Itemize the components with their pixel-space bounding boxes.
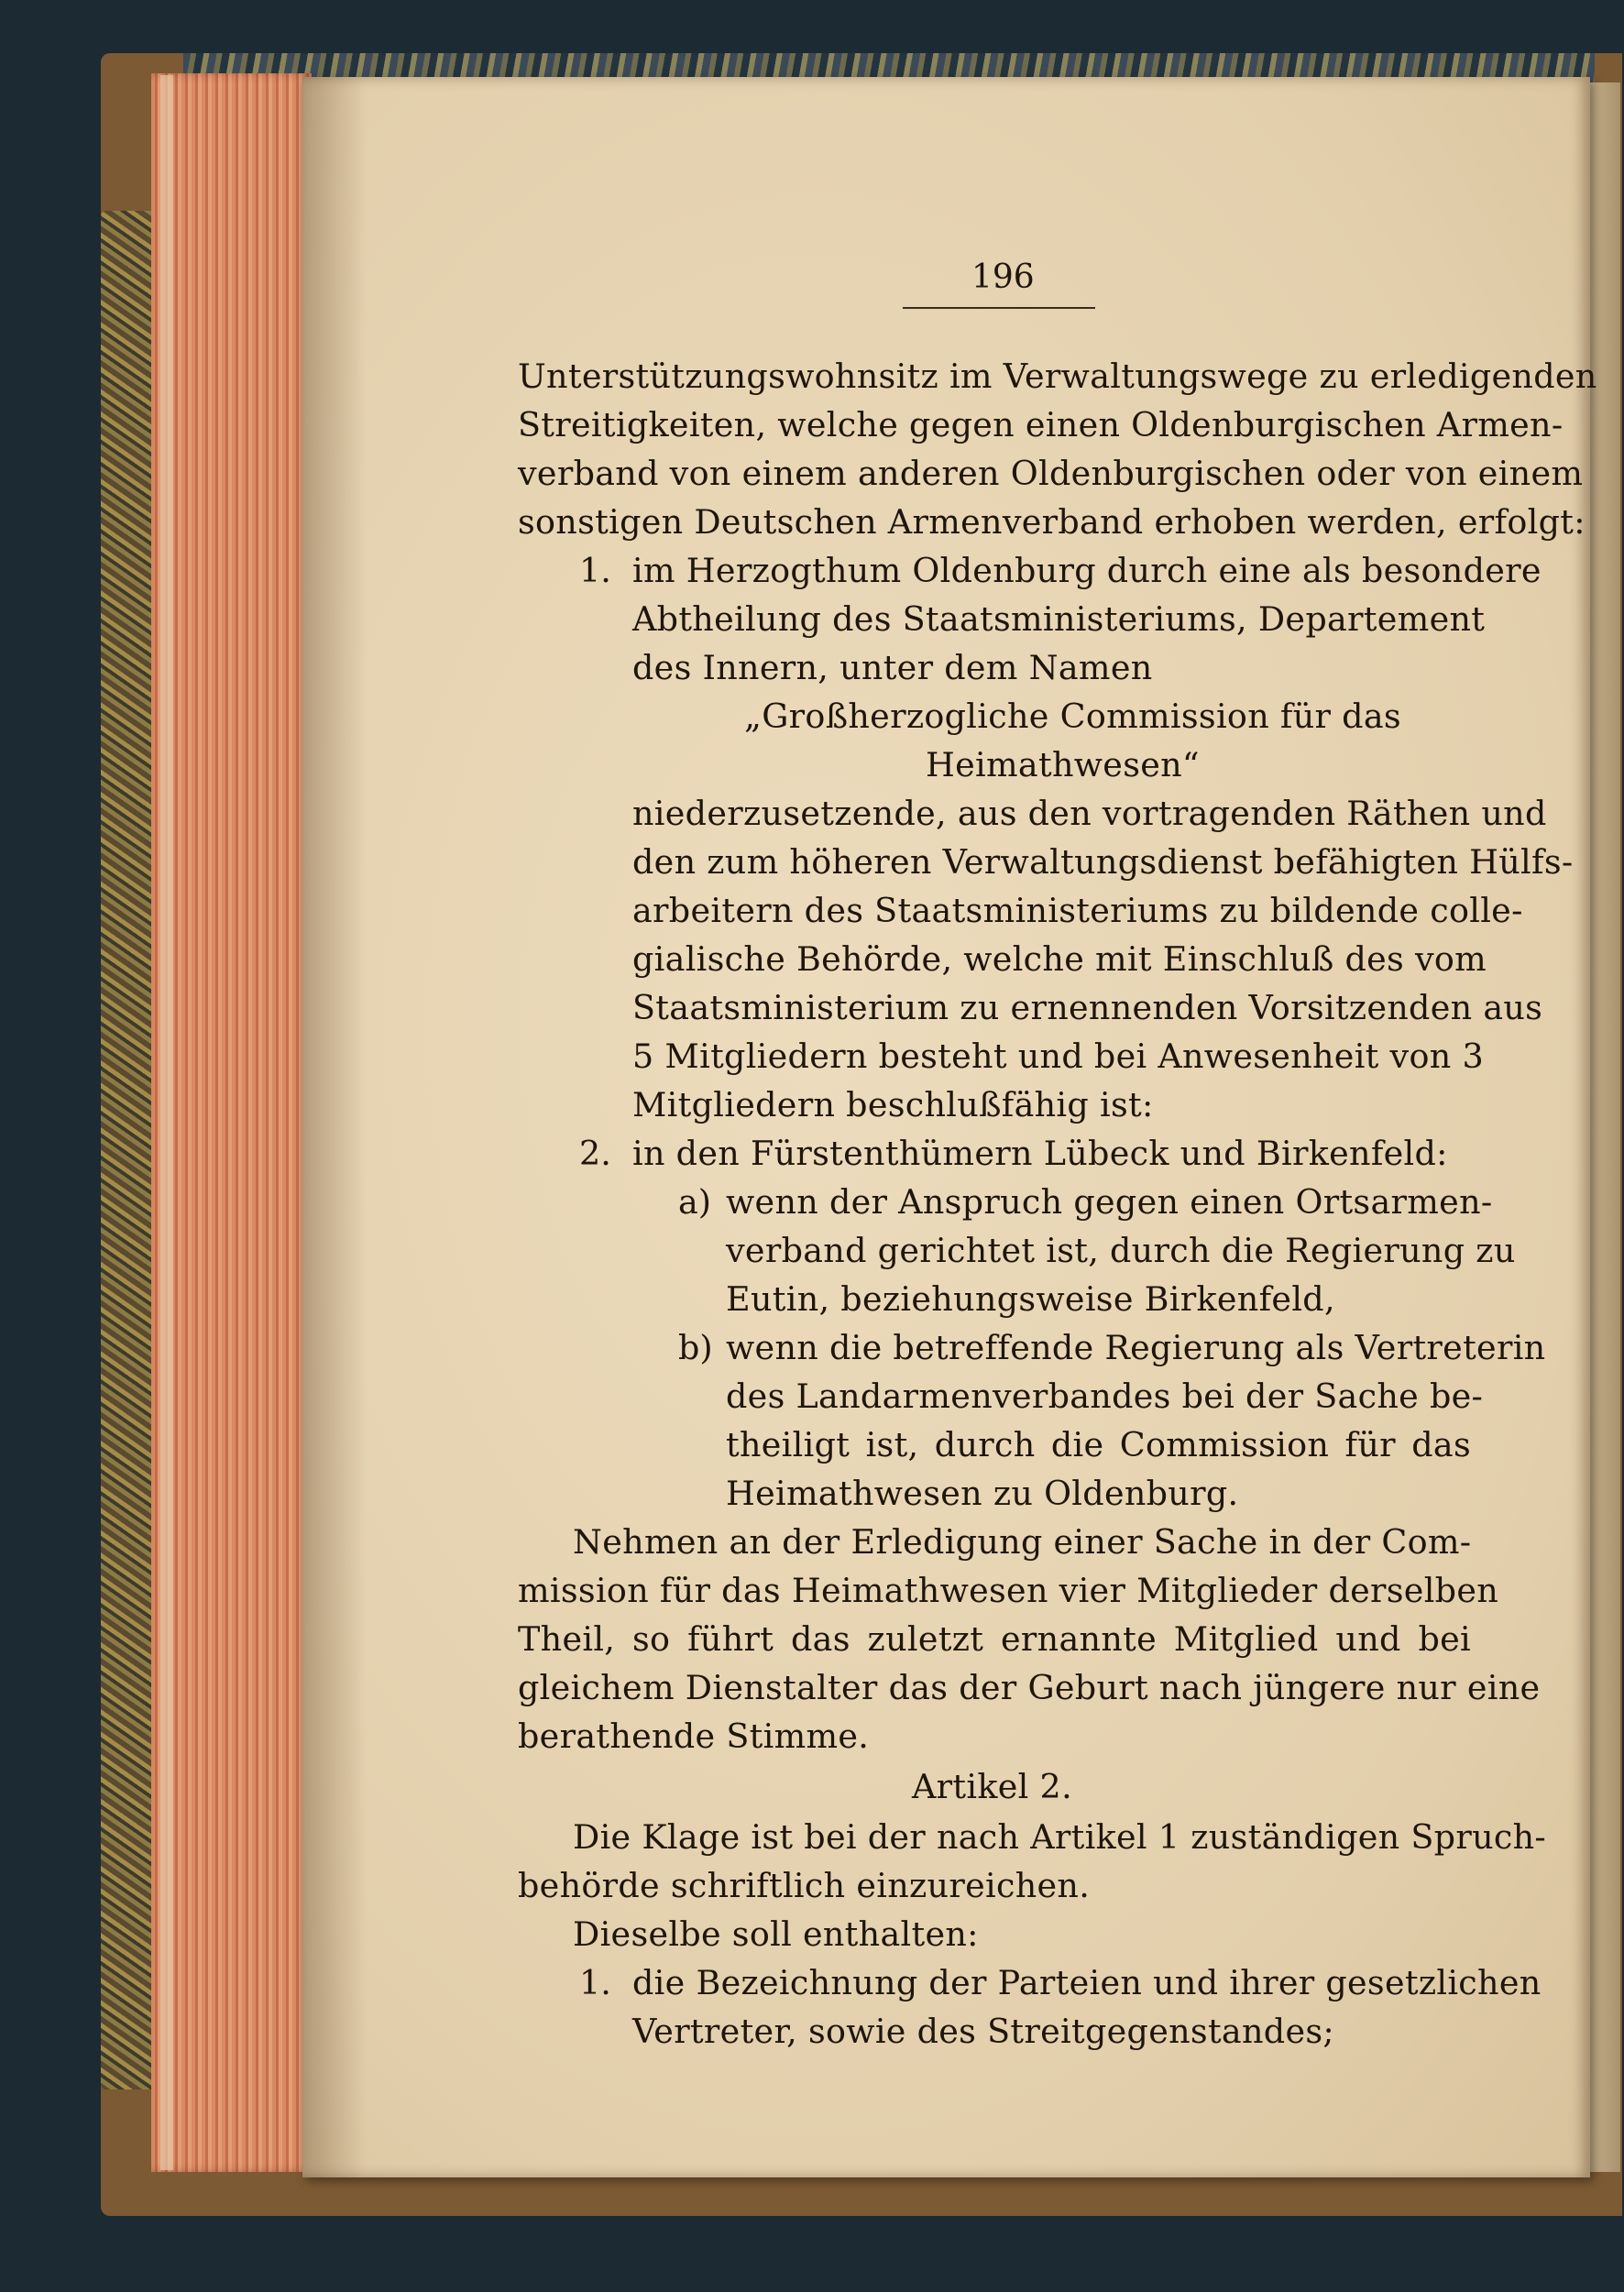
section-heading: Artikel 2. xyxy=(912,1767,1072,1806)
text-line: 5 Mitgliedern besteht und bei Anwesenheit von 3 xyxy=(632,1036,1484,1076)
text-line: Eutin, beziehungsweise Birkenfeld, xyxy=(726,1279,1335,1319)
text-line: arbeitern des Staatsministeriums zu bildende colle- xyxy=(632,891,1523,930)
text-line: wenn die betreffende Regierung als Vertreterin xyxy=(726,1328,1546,1367)
list-number: 1. xyxy=(579,551,611,590)
text-line: Staatsministerium zu ernennenden Vorsitzenden aus xyxy=(632,988,1543,1027)
text-line: Nehmen an der Erledigung einer Sache in der Com- xyxy=(573,1522,1472,1562)
sub-item-marker: a) xyxy=(678,1182,712,1222)
text-line: des Landarmenverbandes bei der Sache be- xyxy=(726,1376,1484,1416)
text-line: in den Fürstenthümern Lübeck und Birkenfeld: xyxy=(632,1134,1448,1173)
page-number: 196 xyxy=(971,258,1035,296)
text-line: die Bezeichnung der Parteien und ihrer gesetzlichen xyxy=(632,1963,1542,2002)
text-line: behörde schriftlich einzureichen. xyxy=(518,1866,1091,1905)
text-line: theiligt ist, durch die Commission für das xyxy=(726,1425,1471,1464)
text-line: Vertreter, sowie des Streitgegenstandes; xyxy=(632,2012,1334,2051)
text-line: Dieselbe soll enthalten: xyxy=(573,1914,979,1954)
text-line: wenn der Anspruch gegen einen Ortsarmen- xyxy=(726,1182,1493,1222)
text-line: Heimathwesen zu Oldenburg. xyxy=(726,1474,1239,1513)
text-line: sonstigen Deutschen Armenverband erhoben werden, erfolgt: xyxy=(518,502,1586,542)
text-line: den zum höheren Verwaltungsdienst befähigten Hülfs- xyxy=(632,842,1574,882)
text-line: Unterstützungswohnsitz im Verwaltungswege zu erledigenden xyxy=(518,356,1597,396)
page-number-rule xyxy=(903,307,1095,309)
text-line: Theil, so führt das zuletzt ernannte Mitglied und bei xyxy=(518,1619,1471,1659)
text-line: „Großherzogliche Commission für das xyxy=(744,696,1401,736)
list-number: 1. xyxy=(579,1963,611,2002)
sub-item-marker: b) xyxy=(678,1328,713,1367)
text-line: Abtheilung des Staatsministeriums, Departement xyxy=(632,599,1486,639)
text-line: verband gerichtet ist, durch die Regierung zu xyxy=(726,1231,1516,1270)
text-line: gialische Behörde, welche mit Einschluß des vom xyxy=(632,939,1487,979)
text-line: mission für das Heimathwesen vier Mitglieder derselben xyxy=(518,1571,1499,1610)
text-line: Streitigkeiten, welche gegen einen Oldenburgischen Armen- xyxy=(518,405,1564,444)
text-line: verband von einem anderen Oldenburgischen oder von einem xyxy=(518,454,1584,493)
text-line: Mitgliedern beschlußfähig ist: xyxy=(632,1085,1154,1124)
text-line: des Innern, unter dem Namen xyxy=(632,648,1153,687)
text-line: berathende Stimme. xyxy=(518,1716,870,1756)
text-line: im Herzogthum Oldenburg durch eine als besondere xyxy=(632,551,1542,590)
text-line: gleichem Dienstalter das der Geburt nach jüngere nur eine xyxy=(518,1668,1541,1707)
text-line: Die Klage ist bei der nach Artikel 1 zuständigen Spruch- xyxy=(573,1817,1547,1857)
text-line: Heimathwesen“ xyxy=(926,745,1200,784)
list-number: 2. xyxy=(579,1134,611,1173)
text-line: niederzusetzende, aus den vortragenden Räthen und xyxy=(632,794,1547,833)
